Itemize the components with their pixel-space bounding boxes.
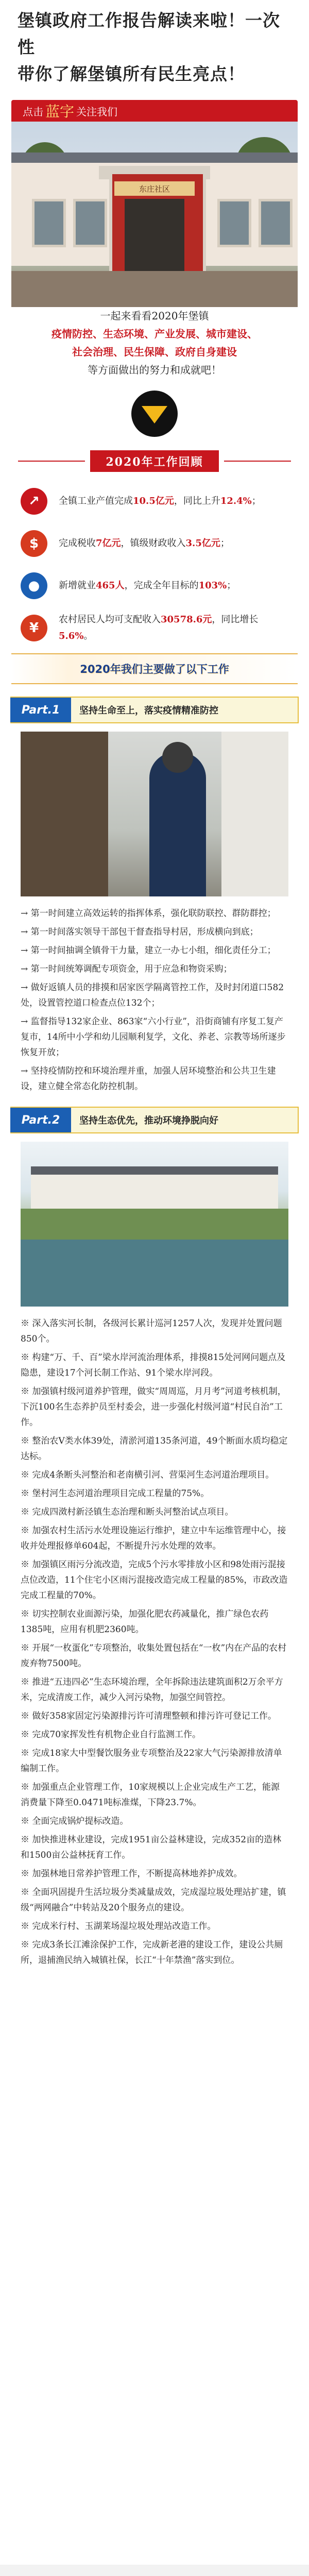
- part1-body: [21, 906, 288, 1094]
- wall-panel: [221, 732, 288, 896]
- review-item-employment: [21, 568, 288, 604]
- person-figure: [149, 752, 206, 896]
- window-right-2: [259, 199, 293, 247]
- part2-title: 坚持生态优先，推动环境挣脱向好: [79, 1115, 218, 1126]
- part2-paragraph: ※ 推进“五违四必”生态环境治理，全年拆除违法建筑面积2万余平方米，完成清废工作，减少入河污染物，加强空间管控。: [21, 1677, 283, 1703]
- review-text: 全镇工业产值完成10.5亿元，同比上升12.4%；: [59, 496, 261, 506]
- part2-paragraph: ※ 加强镇区雨污分流改造，完成5个污水零排放小区和98处雨污混接点位改造，11个住宅小区雨污混接改造完成工程量的85%，市政改造完成工程量的70%。: [21, 1560, 288, 1601]
- part1-paragraph: → 第一时间抽调全镇骨干力量，建立一办七小组，细化责任分工；: [21, 945, 276, 956]
- part2-tag: Part.2: [10, 1108, 71, 1132]
- review-item-industry: [21, 483, 288, 519]
- part2-paragraph: ※ 切实控制农业面源污染，加强化肥农药减量化，推广绿色农药1385吨，应用有机肥2360吨。: [21, 1609, 269, 1635]
- window-left-2: [73, 199, 107, 247]
- window-right-1: [217, 199, 251, 247]
- part2-paragraph: ※ 加强林地日常养护管理工作，不断提高林地养护成效。: [21, 1869, 243, 1879]
- part2-paragraph: ※ 完成米行村、玉湖莱场湿垃圾处理站改造工作。: [21, 1921, 216, 1931]
- person-icon: ●: [21, 572, 47, 599]
- part2-paragraph: ※ 整治农V类水体39处，清淤河道135条河道，49个断面水质均稳定达标。: [21, 1436, 288, 1462]
- down-arrow-icon: [131, 391, 178, 437]
- part1-paragraph: → 第一时间建立高效运转的指挥体系，强化联防联控、群防群控；: [21, 908, 276, 919]
- part1-title: 坚持生命至上，落实疫情精准防控: [79, 705, 218, 716]
- part1-header: [10, 697, 299, 723]
- part1-paragraph: → 第一时间统筹调配专项资金，用于应急和物资采购；: [21, 964, 232, 974]
- review-item-income: [21, 610, 288, 646]
- achievement-banner: 2020年我们主要做了以下工作: [11, 653, 298, 684]
- review-text: 完成税收7亿元，镇级财政收入3.5亿元；: [59, 538, 230, 549]
- part1-paragraph: → 监督指导132家企业、863家“六小行业”，沿街商铺有序复工复产复市，14所中小学和幼儿园顺利复学，文化、养老、宗教等场所逐步恢复开放；: [21, 1016, 286, 1058]
- part2-paragraph: ※ 加快推进林业建设，完成1951亩公益林建设，完成352亩的造林和1500亩公益林抚育工作。: [21, 1835, 282, 1860]
- part2-paragraph: ※ 做好358家固定污染源排污许可清理整顿和排污许可登记工作。: [21, 1711, 277, 1721]
- intro-text: [0, 307, 309, 379]
- part2-paragraph: ※ 堡村河生态河道治理项目完成工程量的75%。: [21, 1488, 210, 1499]
- part2-paragraph: ※ 构建“万、千、百”梁水岸河流治理体系，排摸815处河网问题点及隐患，建设17个河长制工作站、91个梁水岸河段。: [21, 1352, 286, 1378]
- part2-paragraph: ※ 开展“一枚蛋化”专项整治，收集处置包括在“一枚”内在产品的农村废弃物7500吨。: [21, 1643, 287, 1669]
- intro-line2: 疫情防控、生态环境、产业发展、城市建设、: [52, 328, 258, 340]
- part1-photo: [21, 732, 288, 896]
- ground: [11, 271, 298, 307]
- follow-banner[interactable]: [11, 100, 298, 122]
- intro-line3: 社会治理、民生保障、政府自身建设: [72, 346, 237, 358]
- footer-strip: [0, 2565, 309, 2576]
- review-text: 农村居民人均可支配收入30578.6元，同比增长5.6%。: [59, 614, 259, 641]
- hero-photo: [11, 122, 298, 307]
- intro-line4: 等方面做出的努力和成就吧！: [88, 364, 221, 376]
- community-sign: 东庄社区: [114, 181, 195, 196]
- part2-paragraph: ※ 深入落实河长制，各级河长累计巡河1257人次，发现并处置问题850个。: [21, 1318, 282, 1344]
- part2-paragraph: ※ 全面完成锅炉提标改造。: [21, 1816, 129, 1826]
- window-left-1: [32, 199, 66, 247]
- part2-paragraph: ※ 完成70家挥发性有机物企业自行监测工作。: [21, 1730, 201, 1740]
- page-title-line1: 堡镇政府工作报告解读来啦！一次性: [18, 10, 280, 57]
- review-text: 新增就业465人，完成全年目标的103%；: [59, 580, 236, 591]
- part2-paragraph: ※ 加强镇村级河道养护管理，做实“周周巡，月月考”河道考核机制，下沉100名生态养护员至村委会，进一步强化村级河道“村民自治”工作。: [21, 1386, 286, 1428]
- part2-paragraph: ※ 加强重点企业管理工作，10家规模以上企业完成生产工艺，能源消费量下降至0.0471吨标准煤，下降23.7%。: [21, 1782, 280, 1808]
- door-frame: [21, 732, 108, 896]
- review-list: [21, 483, 288, 646]
- year-review-banner: 2020年工作回顾: [90, 450, 219, 472]
- part2-header: [10, 1107, 299, 1133]
- part1-paragraph: → 做好返镇人员的排摸和居家医学隔离管控工作，及时封闭道口582处，设置管控道口检查点位132个；: [21, 982, 284, 1008]
- part2-body: [21, 1316, 288, 1968]
- part2-paragraph: ※ 完成3条长江滩涂保护工作，完成新老港的建设工作，建设公共厕所，退捕渔民纳入城镇社保，长江“十年禁渔”落实到位。: [21, 1940, 283, 1965]
- trees-bank: [21, 1209, 288, 1240]
- part1-tag: Part.1: [10, 698, 71, 722]
- follow-suffix: 关注我们: [76, 105, 118, 118]
- part2-photo: [21, 1142, 288, 1307]
- growth-chart-icon: ↗: [21, 488, 47, 515]
- intro-line1: 一起来看看2020年堡镇: [100, 310, 209, 322]
- part2-paragraph: ※ 加强农村生活污水处理设施运行维护，建立中车运维管理中心，接收并处理报修单604起，不断提升污水处理的效率。: [21, 1526, 286, 1551]
- dollar-icon: $: [21, 530, 47, 557]
- page-title: [0, 0, 309, 88]
- gate-door: [125, 199, 184, 274]
- page-title-line2: 带你了解堡镇所有民生亮点！: [18, 64, 245, 84]
- house-roofs: [31, 1166, 278, 1175]
- part1-paragraph: → 坚持疫情防控和环境治理并重，加强人居环境整治和公共卫生建设，建立健全常态化防控机制。: [21, 1066, 276, 1092]
- river-water: [21, 1240, 288, 1307]
- follow-prefix: 点击: [23, 105, 43, 118]
- person-head: [162, 742, 193, 773]
- money-bag-icon: ¥: [21, 615, 47, 641]
- part2-paragraph: ※ 完成4条断头河整治和老南横引河、营渠河生态河道治理项目。: [21, 1470, 274, 1480]
- review-item-tax: [21, 526, 288, 562]
- part1-paragraph: → 第一时间落实领导干部包干督查指导村居，形成横向到底；: [21, 927, 259, 937]
- part2-paragraph: ※ 全面巩固提升生活垃圾分类减量成效，完成湿垃圾处理站扩建，镇级“两网融合”中转站及20个服务点的建设。: [21, 1887, 286, 1913]
- follow-blue-word: 蓝字: [45, 103, 75, 120]
- house-row: [31, 1173, 278, 1214]
- part2-paragraph: ※ 完成18家大中型餐饮服务业专项整治及22家大气污染源排放清单编制工作。: [21, 1748, 282, 1774]
- part2-paragraph: ※ 完成四滧村新泾镇生态治理和断头河整治试点项目。: [21, 1507, 234, 1517]
